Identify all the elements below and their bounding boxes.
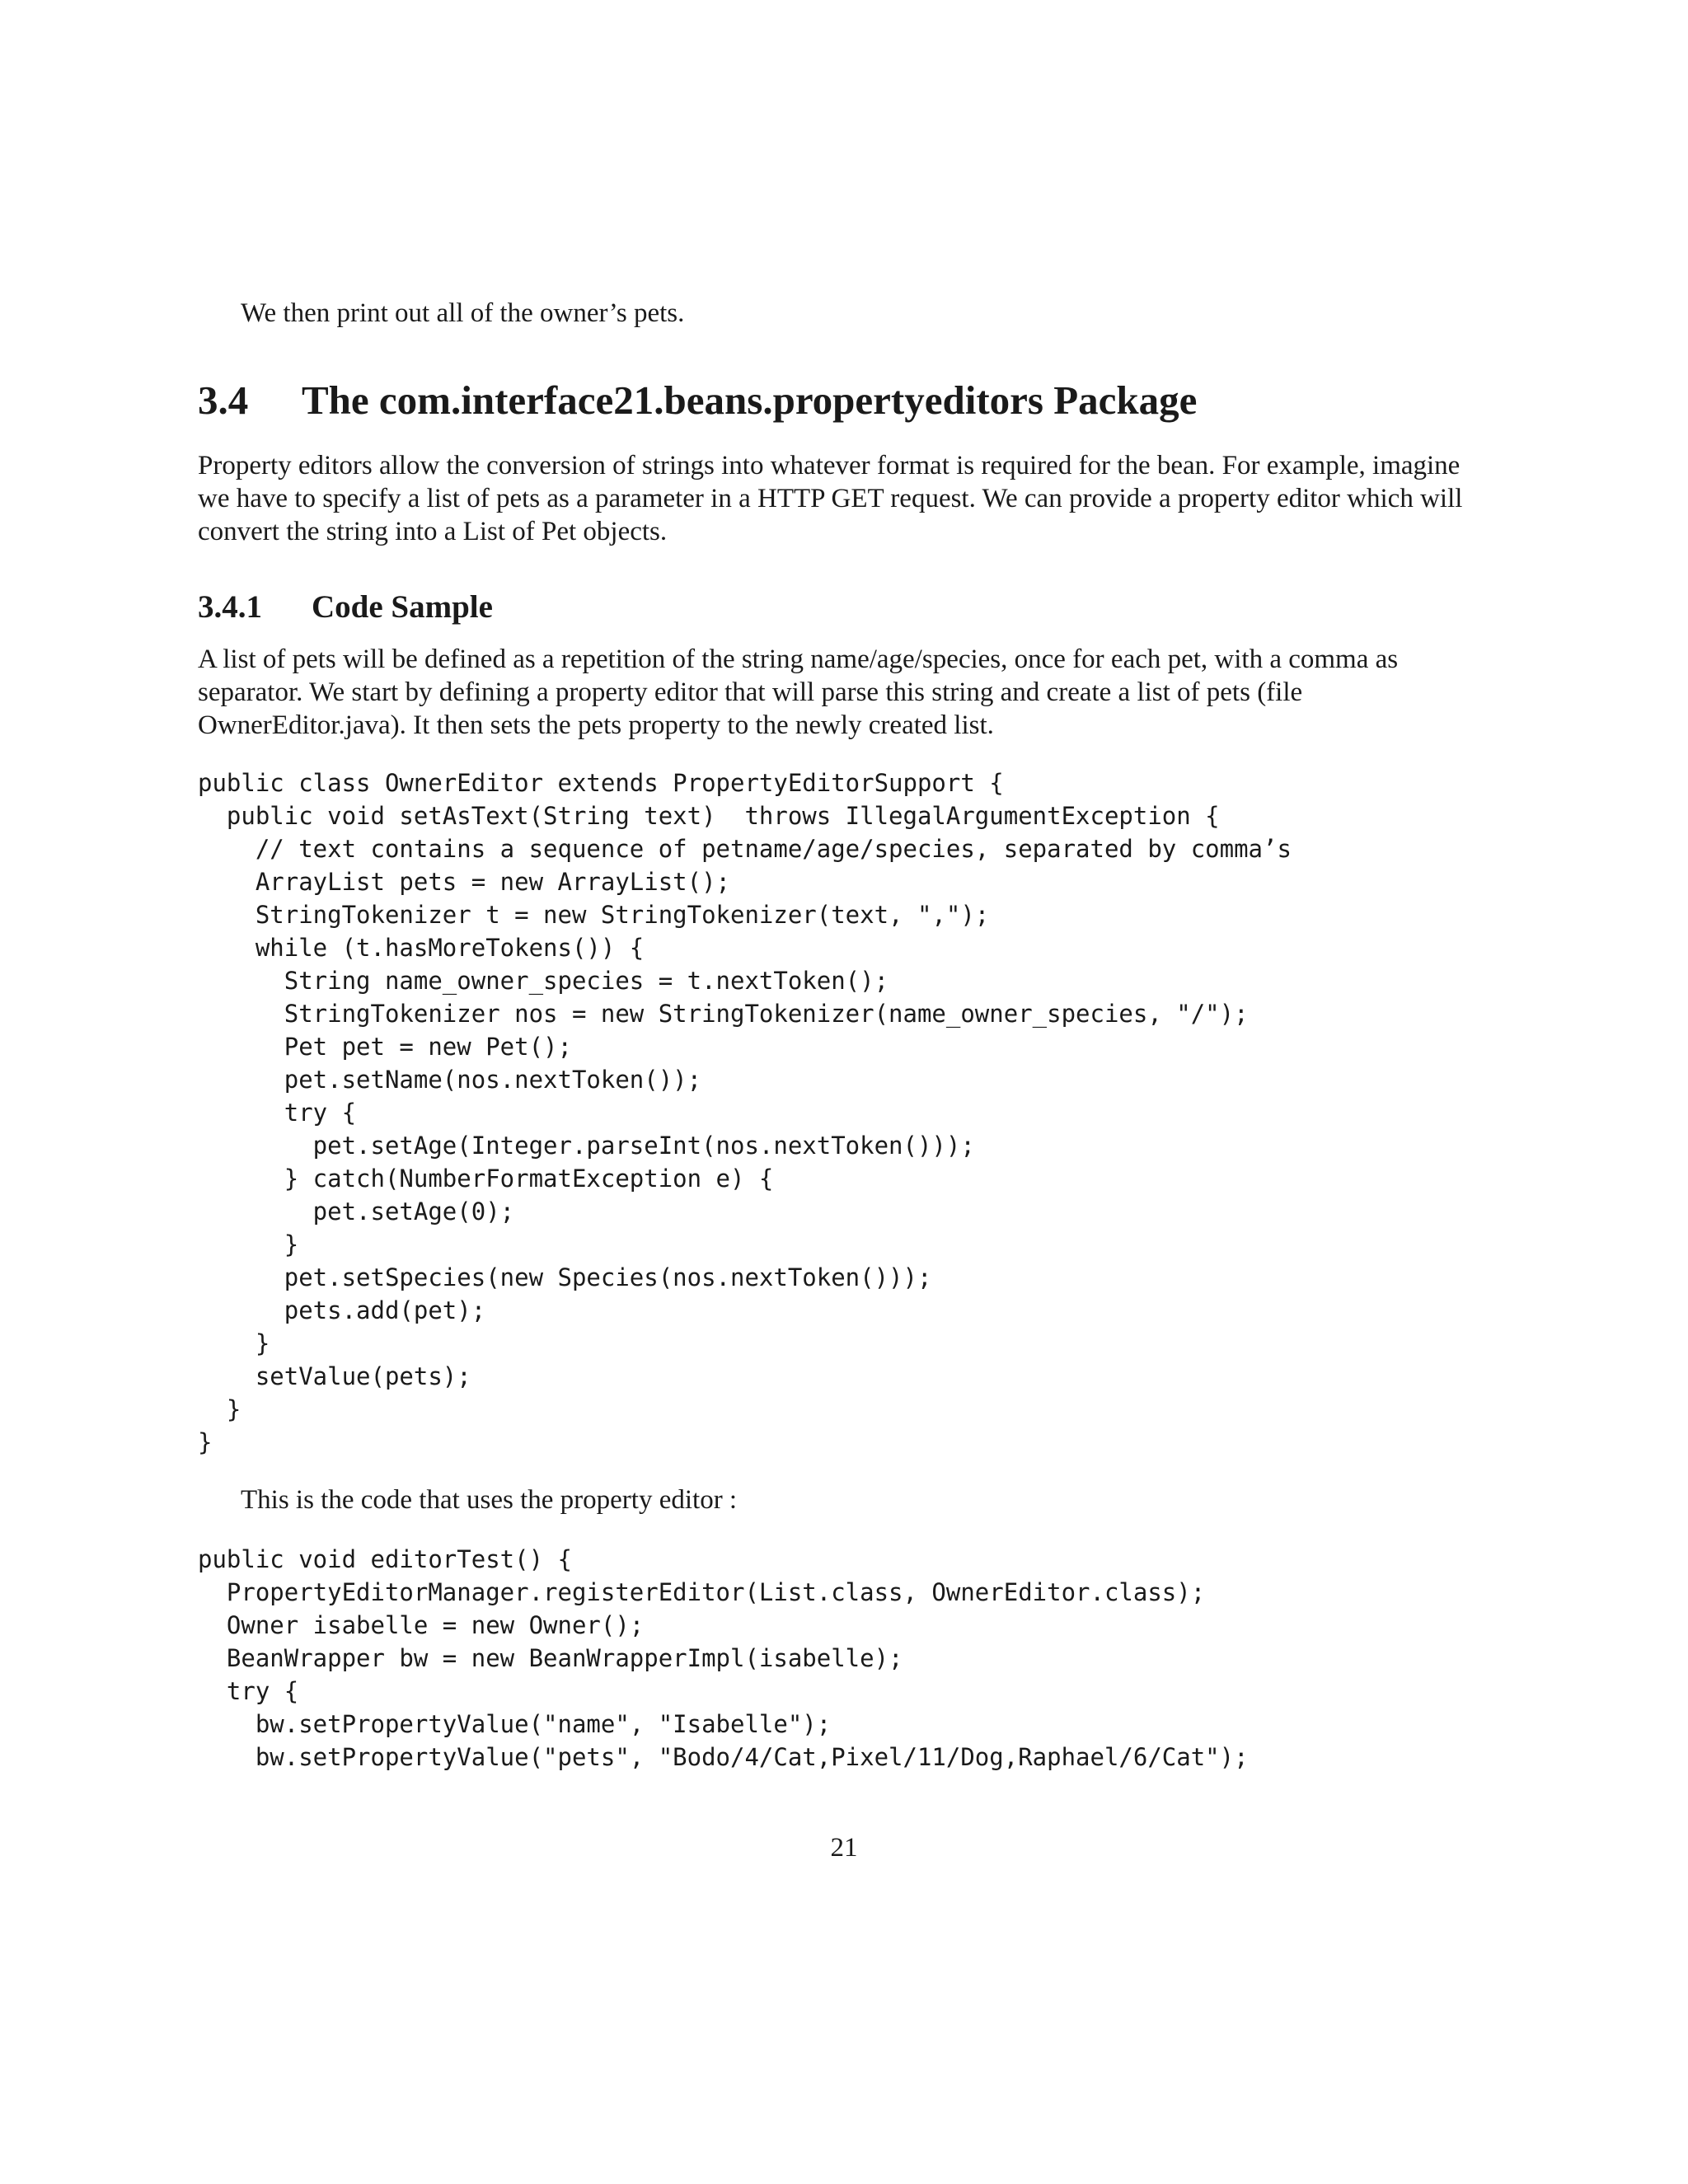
subsection-title: Code Sample	[312, 589, 493, 625]
section-paragraph: Property editors allow the conversion of strings into whatever format is required for the bean. For example, imagine we have to specify a list of pets as a parameter in a HTTP GET request. We can provide a property editor which will convert the string into a List of Pet objects.	[198, 451, 1463, 546]
intro-paragraph: We then print out all of the owner’s pets.	[241, 298, 685, 328]
subsection-number: 3.4.1	[198, 589, 262, 625]
usage-intro-paragraph: This is the code that uses the property editor :	[241, 1485, 738, 1515]
subsection-heading	[198, 588, 493, 626]
page-number: 21	[830, 1833, 858, 1863]
section-number: 3.4	[198, 377, 249, 423]
subsection-paragraph: A list of pets will be defined as a repetition of the string name/age/species, once for each pet, with a comma as separator. We start by defining a property editor that will parse this string and create a list of pets (file OwnerEditor.java). It then sets the pets property to the newly created list.	[198, 644, 1399, 740]
code-block-owner-editor: public class OwnerEditor extends PropertyEditorSupport { public void setAsText(String text) throws IllegalArgumentException { // text contains a sequence of petname/age/species, separated by comma’s ArrayList pets = new ArrayList(); StringTokenizer t = new StringTokenizer(text, ","); while (t.hasMoreTokens()) { String name_owner_species = t.nextToken(); StringTokenizer nos = new StringTokenizer(name_owner_species, "/"); Pet pet = new Pet(); pet.setName(nos.nextToken()); try { pet.setAge(Integer.parseInt(nos.nextToken())); } catch(NumberFormatException e) { pet.setAge(0); } pet.setSpecies(new Species(nos.nextToken())); pets.add(pet); } setValue(pets); } }	[198, 769, 1292, 1456]
section-title: The com.interface21.beans.propertyeditors Package	[302, 377, 1198, 423]
code-block-editor-test: public void editorTest() { PropertyEditorManager.registerEditor(List.class, OwnerEditor.class); Owner isabelle = new Owner(); BeanWrapper bw = new BeanWrapperImpl(isabelle); try { bw.setPropertyValue("name", "Isabelle"); bw.setPropertyValue("pets", "Bodo/4/Cat,Pixel/11/Dog,Raphael/6/Cat");	[198, 1545, 1249, 1771]
section-heading	[198, 376, 1197, 425]
